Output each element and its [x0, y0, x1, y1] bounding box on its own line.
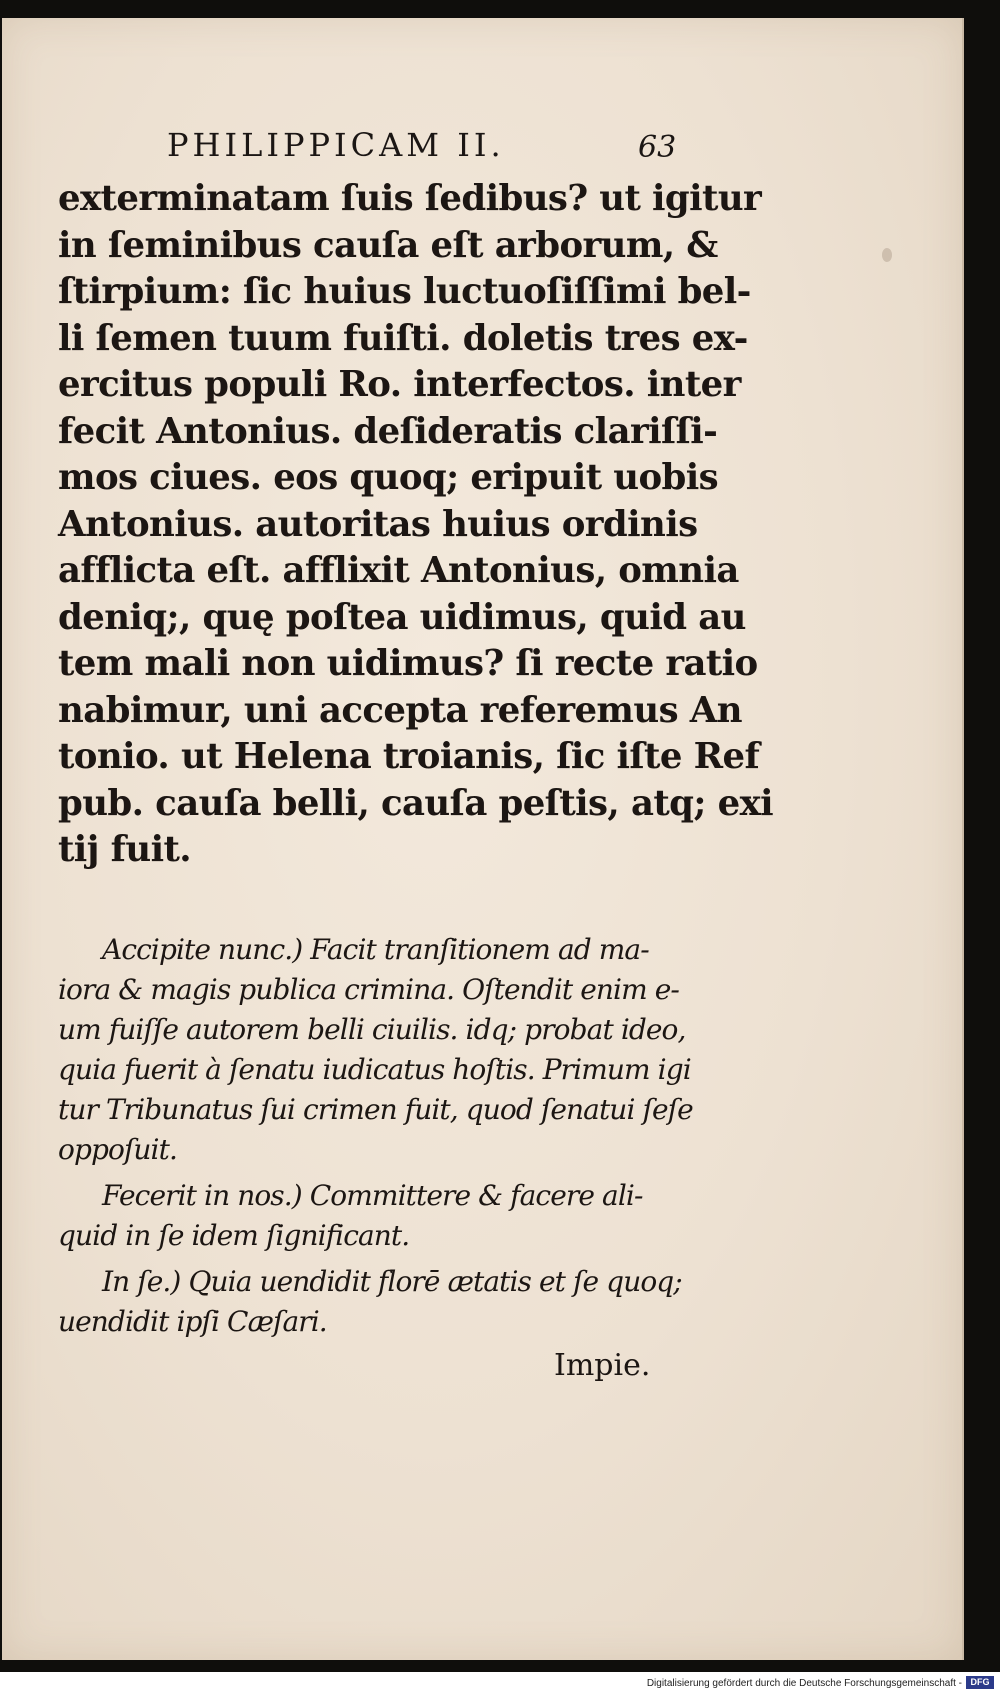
- main-text-line: tij fuit.: [58, 829, 192, 870]
- commentary-line: tur Tribunatus ſui crimen fuit, quod ſenatui ſeſe: [58, 1093, 693, 1126]
- main-text-line: li ſemen tuum fuiſti. doletis tres ex-: [58, 317, 748, 359]
- main-text-line: ſtirpium: ſic huius luctuoſiſſimi bel-: [58, 271, 751, 312]
- digitization-footer: [0, 1672, 1000, 1692]
- commentary-line: oppoſuit.: [58, 1133, 177, 1166]
- commentary-line: um fuiſſe autorem belli ciuilis. idq; probat ideo,: [58, 1013, 686, 1046]
- commentary-line: Accipite nunc.) Facit tranſitionem ad ma-: [102, 933, 649, 966]
- main-text-line: mos ciues. eos quoq; eripuit uobis: [58, 457, 719, 498]
- main-text-line: deniq;, quę poſtea uidimus, quid au: [58, 596, 746, 638]
- main-text-line: Antonius. autoritas huius ordinis: [58, 503, 698, 545]
- main-text-line: exterminatam ſuis ſedibus? ut igitur: [58, 178, 762, 219]
- paper-stain: [882, 248, 892, 262]
- running-head: PHILIPPICAM II.: [167, 126, 505, 164]
- commentary-line: quid in ſe idem ſignificant.: [58, 1219, 410, 1252]
- catchword: Impie.: [554, 1348, 651, 1383]
- page-content: [2, 18, 962, 1660]
- commentary-line: uendidit ipſi Cæſari.: [58, 1305, 327, 1338]
- commentary-line: iora & magis publica crimina. Oſtendit enim e-: [58, 973, 679, 1006]
- main-text-line: pub. cauſa belli, cauſa peſtis, atq; exi: [58, 782, 774, 824]
- main-text-block: [58, 176, 774, 874]
- commentary-line: quia fuerit à ſenatu iudicatus hoſtis. Primum igi: [58, 1053, 691, 1086]
- main-text-line: fecit Antonius. deſideratis clariſſi-: [58, 410, 718, 452]
- funding-credit: Digitalisierung gefördert durch die Deutsche Forschungsgemeinschaft -: [646, 1678, 962, 1689]
- main-text-line: nabimur, uni accepta referemus An: [58, 689, 742, 731]
- dfg-logo: DFG: [966, 1676, 994, 1689]
- main-text-line: afflicta eſt. afflixit Antonius, omnia: [58, 550, 739, 591]
- commentary-line: In ſe.) Quia uendidit florē ætatis et ſe quoq;: [102, 1265, 682, 1298]
- folio-number: 63: [638, 130, 677, 165]
- main-text-line: ercitus populi Ro. interfectos. inter: [58, 364, 741, 405]
- commentary-line: Fecerit in nos.) Committere & facere ali-: [102, 1179, 643, 1212]
- main-text-line: in ſeminibus cauſa eſt arborum, &: [58, 224, 718, 266]
- book-page: [2, 18, 964, 1660]
- commentary-block: [58, 930, 718, 1342]
- main-text-line: tem mali non uidimus? ſi recte ratio: [58, 643, 758, 684]
- main-text-line: tonio. ut Helena troianis, ſic iſte Ref: [58, 736, 760, 777]
